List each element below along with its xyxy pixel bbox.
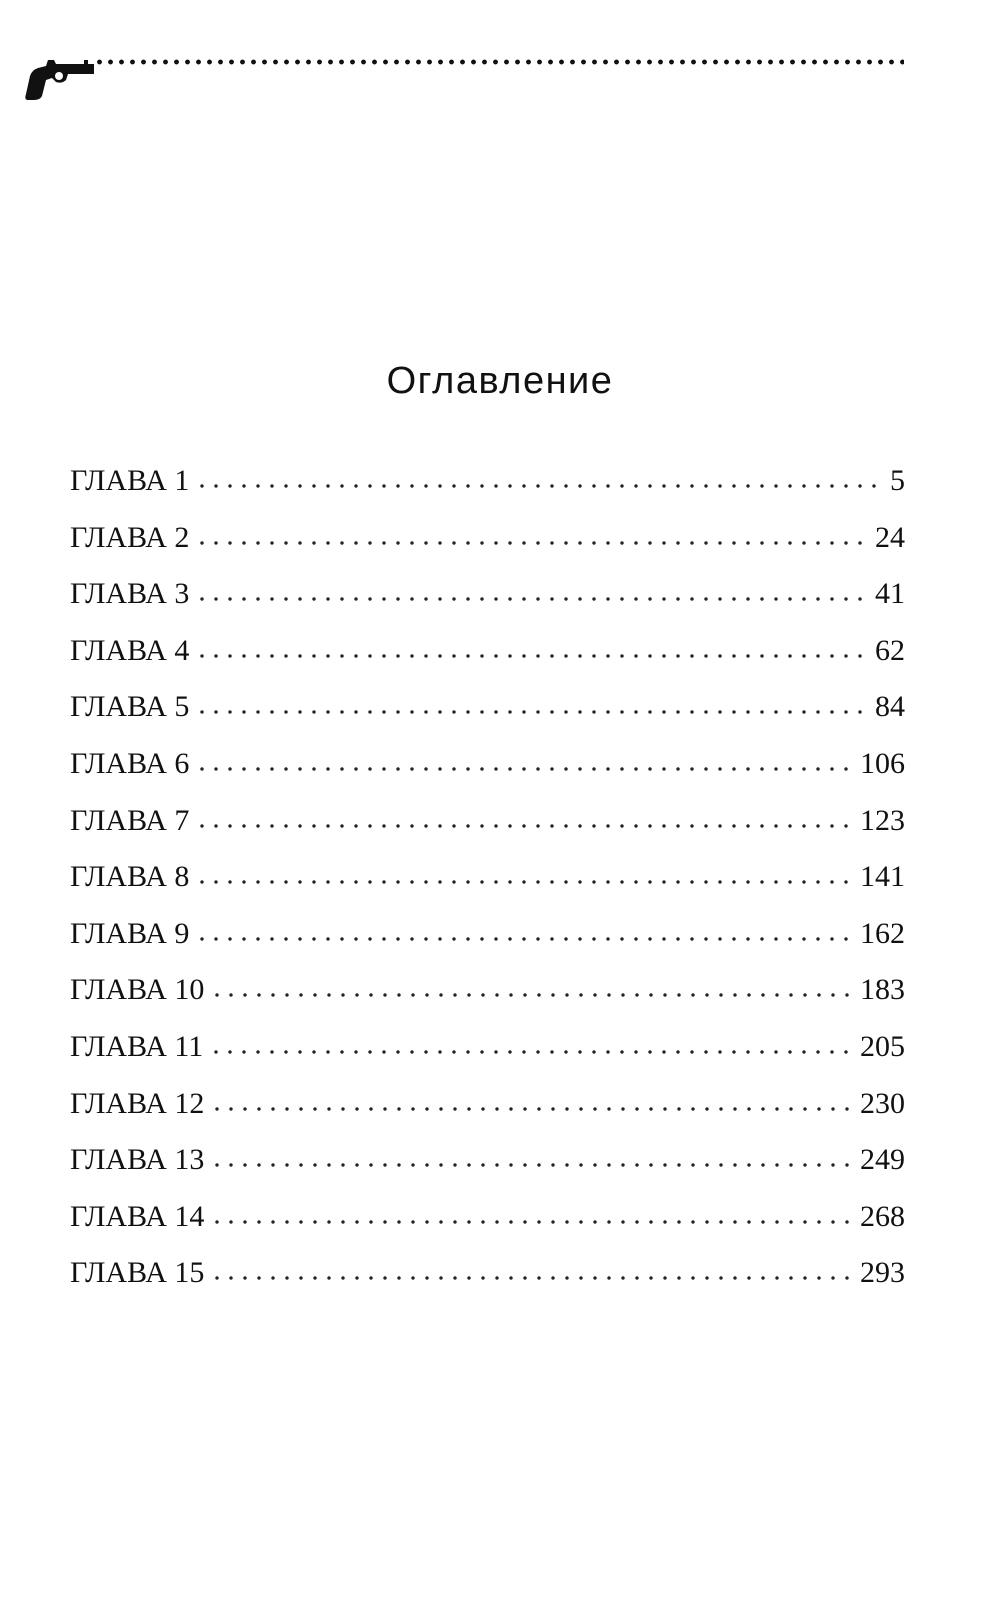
dotted-rule xyxy=(94,58,904,66)
toc-entry-page: 5 xyxy=(890,464,905,497)
toc-dot-leader xyxy=(208,1219,856,1225)
toc-dot-leader xyxy=(193,823,856,829)
toc-dot-leader xyxy=(193,653,871,659)
toc-entry[interactable] xyxy=(70,633,905,693)
toc-entry[interactable] xyxy=(70,916,905,976)
toc-entry-page: 62 xyxy=(875,633,905,667)
toc-dot-leader xyxy=(208,1162,856,1168)
toc-entry-label: ГЛАВА 7 xyxy=(70,803,190,837)
toc-dot-leader xyxy=(208,992,856,998)
toc-entry-label: ГЛАВА 15 xyxy=(70,1256,205,1290)
toc-dot-leader xyxy=(193,936,856,942)
toc-entry-label: ГЛАВА 14 xyxy=(70,1199,205,1233)
toc-entry-page: 230 xyxy=(860,1086,905,1120)
toc-entry[interactable] xyxy=(70,466,905,523)
toc-entry-label: ГЛАВА 13 xyxy=(70,1143,205,1177)
toc-entry[interactable] xyxy=(70,579,905,636)
toc-entry[interactable] xyxy=(70,1145,905,1202)
toc-entry-page: 268 xyxy=(860,1199,905,1233)
toc-entry[interactable] xyxy=(70,1086,905,1146)
toc-entry[interactable] xyxy=(70,692,905,749)
toc-dot-leader xyxy=(193,483,886,489)
toc-entry-label: ГЛАВА 3 xyxy=(70,577,190,611)
toc-entry-page: 141 xyxy=(860,860,905,894)
toc-entry[interactable] xyxy=(70,1199,905,1259)
table-of-contents xyxy=(70,466,905,1315)
toc-entry-page: 183 xyxy=(860,973,905,1007)
toc-entry-label: ГЛАВА 12 xyxy=(70,1086,205,1120)
toc-entry-page: 41 xyxy=(875,577,905,611)
toc-entry-label: ГЛАВА 1 xyxy=(70,464,190,497)
toc-entry[interactable] xyxy=(70,1258,905,1315)
toc-entry[interactable] xyxy=(70,746,905,806)
toc-entry[interactable] xyxy=(70,1029,905,1089)
toc-entry-label: ГЛАВА 4 xyxy=(70,633,190,667)
toc-entry-label: ГЛАВА 8 xyxy=(70,860,190,894)
toc-entry[interactable] xyxy=(70,975,905,1032)
toc-entry-label: ГЛАВА 5 xyxy=(70,690,190,724)
toc-entry-page: 162 xyxy=(860,916,905,950)
toc-dot-leader xyxy=(193,766,856,772)
toc-entry-label: ГЛАВА 2 xyxy=(70,520,190,554)
revolver-icon xyxy=(24,54,98,102)
toc-entry-page: 205 xyxy=(860,1029,905,1063)
toc-dot-leader xyxy=(193,709,871,715)
toc-entry[interactable] xyxy=(70,862,905,919)
page-title: Оглавление xyxy=(386,360,614,402)
toc-entry-page: 106 xyxy=(860,746,905,780)
toc-entry-page: 84 xyxy=(875,690,905,724)
toc-dot-leader xyxy=(208,1275,856,1281)
header-ornament xyxy=(24,50,904,104)
toc-entry-label: ГЛАВА 10 xyxy=(70,973,205,1007)
toc-entry-page: 123 xyxy=(860,803,905,837)
toc-dot-leader xyxy=(193,879,856,885)
toc-entry-label: ГЛАВА 11 xyxy=(70,1029,204,1063)
toc-entry-page: 24 xyxy=(875,520,905,554)
toc-entry-page: 249 xyxy=(860,1143,905,1177)
toc-dot-leader xyxy=(208,1106,856,1112)
toc-dot-leader xyxy=(207,1049,856,1055)
toc-entry-label: ГЛАВА 9 xyxy=(70,916,190,950)
toc-entry[interactable] xyxy=(70,803,905,863)
toc-dot-leader xyxy=(193,540,871,546)
toc-entry-page: 293 xyxy=(860,1256,905,1290)
toc-entry[interactable] xyxy=(70,520,905,580)
toc-entry-label: ГЛАВА 6 xyxy=(70,746,190,780)
toc-dot-leader xyxy=(193,596,871,602)
